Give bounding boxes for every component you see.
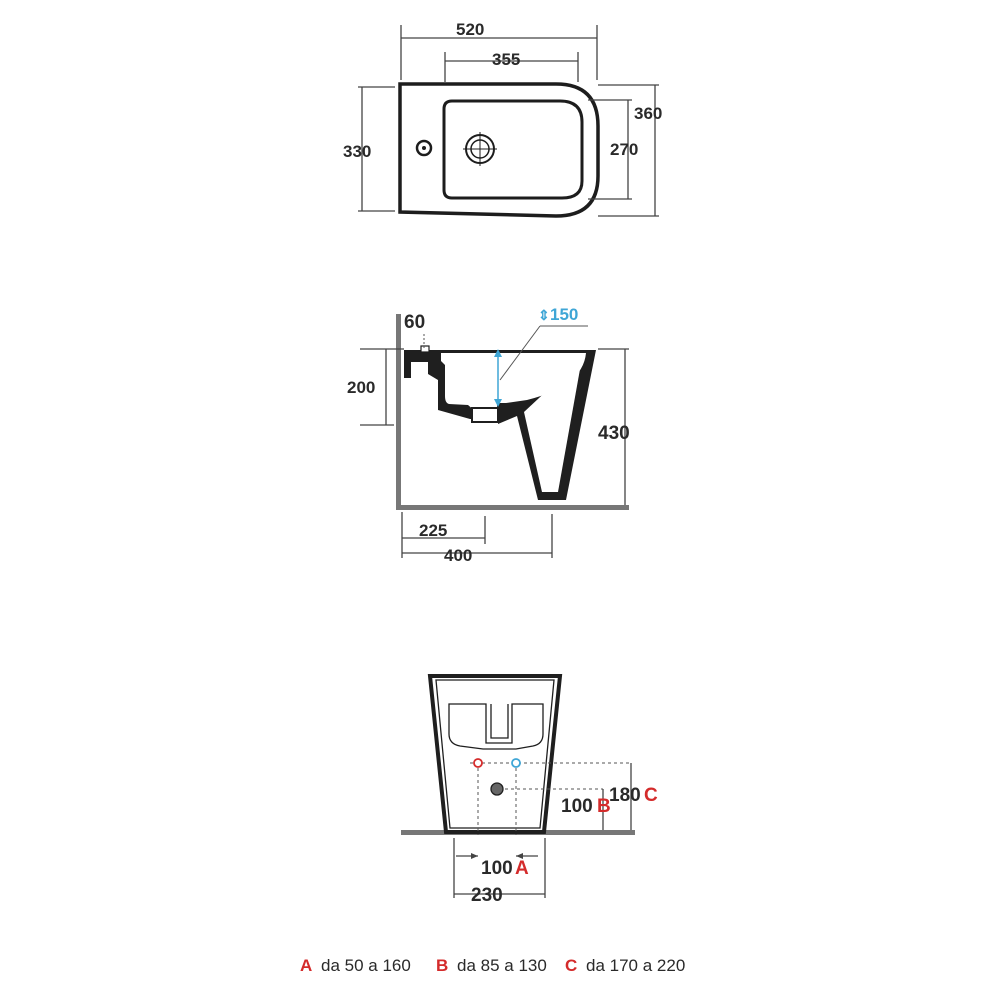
wall bbox=[396, 314, 401, 508]
dim-width-bowl: 355 bbox=[492, 50, 521, 69]
dim-width-total: 520 bbox=[456, 20, 485, 39]
dim-c-key: C bbox=[644, 785, 658, 806]
drain-outlet bbox=[472, 408, 498, 422]
side-view bbox=[347, 305, 630, 565]
dim-depth-total: 360 bbox=[634, 104, 663, 123]
dim-c-value: 180 bbox=[609, 785, 641, 806]
dim-tap-offset: 60 bbox=[404, 312, 426, 333]
legend bbox=[300, 956, 685, 975]
dim-rim-height: 200 bbox=[347, 378, 376, 397]
back-view bbox=[401, 676, 658, 906]
svg-text:C da 170 a 220 bbox=[565, 956, 685, 975]
cold-water-inlet-icon bbox=[512, 759, 520, 767]
legend-c-key: C bbox=[565, 956, 578, 975]
dim-b-value: 100 bbox=[561, 796, 593, 817]
top-view bbox=[343, 20, 662, 216]
legend-b-text: da 85 a 130 bbox=[457, 956, 547, 975]
dim-foot-distance: 400 bbox=[444, 546, 473, 565]
drain-outlet-icon bbox=[491, 783, 503, 795]
hot-water-inlet-icon bbox=[474, 759, 482, 767]
svg-text:B da 85 a 130 bbox=[436, 956, 547, 975]
dim-base-width: 230 bbox=[471, 885, 503, 906]
tap-mount bbox=[421, 346, 429, 352]
dim-depth-bowl: 270 bbox=[610, 140, 639, 159]
dim-drain-distance: 225 bbox=[419, 521, 448, 540]
floor-side bbox=[396, 505, 629, 510]
drain-depth-arrow-icon: ⇕ bbox=[538, 307, 550, 323]
dim-b-key: B bbox=[597, 796, 611, 817]
dim-height-left: 330 bbox=[343, 142, 372, 161]
legend-b-key: B bbox=[436, 956, 449, 975]
dim-a-key: A bbox=[515, 858, 529, 879]
legend-a-text: da 50 a 160 bbox=[321, 956, 411, 975]
legend-c-text: da 170 a 220 bbox=[586, 956, 686, 975]
legend-a-key: A bbox=[300, 956, 313, 975]
back-view-outline bbox=[430, 676, 560, 832]
dim-total-height: 430 bbox=[598, 423, 630, 444]
svg-text:A da 50 a 160 bbox=[300, 956, 411, 975]
dim-a-value: 100 bbox=[481, 858, 513, 879]
dim-drain-depth: 150 bbox=[550, 305, 579, 324]
